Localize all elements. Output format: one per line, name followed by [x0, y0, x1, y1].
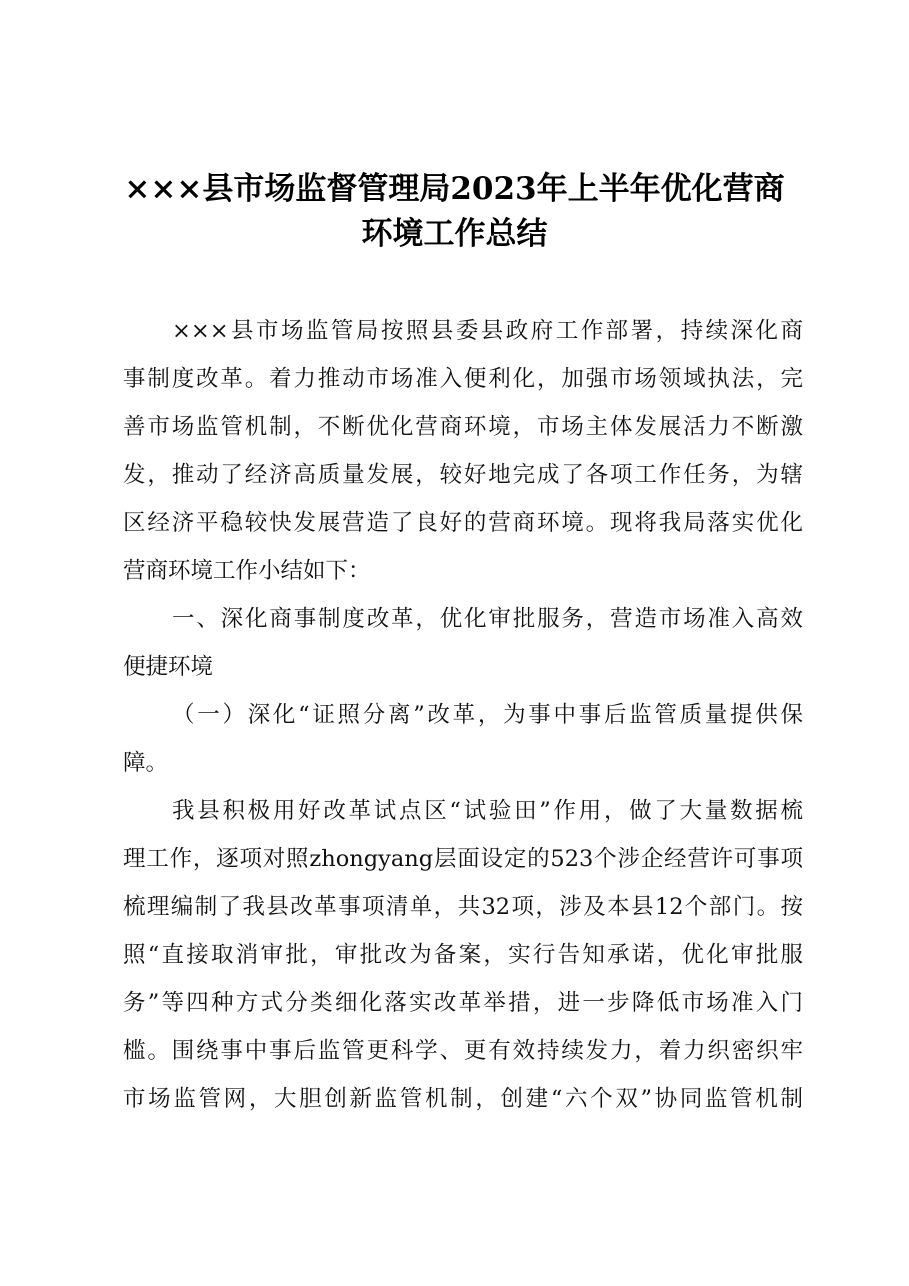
section-heading-line: 便捷环境: [123, 654, 214, 680]
paragraph-line: 营商环境工作小结如下：: [123, 558, 371, 584]
section-heading-line: 一、深化商事制度改革，优化审批服务，营造市场准入高效: [172, 606, 803, 632]
paragraph-line: 照“直接取消审批，审批改为备案，实行告知承诺，优化审批服: [123, 942, 803, 968]
paragraph-line: 区经济平稳较快发展营造了良好的营商环境。现将我局落实优化: [123, 510, 803, 536]
subsection-heading-line: （一）深化“证照分离”改革，为事中事后监管质量提供保: [172, 702, 803, 728]
paragraph-line: 梳理编制了我县改革事项清单，共32项，涉及本县12个部门。按: [123, 894, 803, 920]
paragraph-line: 发，推动了经济高质量发展，较好地完成了各项工作任务，为辖: [123, 462, 803, 488]
subsection-heading-line: 障。: [123, 750, 169, 776]
document-title-line-1: ×××县市场监督管理局2023年上半年优化营商: [124, 171, 785, 207]
document-title-line-2: 环境工作总结: [361, 216, 548, 252]
paragraph-line: 善市场监管机制，不断优化营商环境，市场主体发展活力不断激: [123, 414, 803, 440]
paragraph-line: 槛。围绕事中事后监管更科学、更有效持续发力，着力织密织牢: [123, 1038, 803, 1064]
paragraph-line: 务”等四种方式分类细化落实改革举措，进一步降低市场准入门: [123, 990, 803, 1016]
paragraph-line: 理工作，逐项对照zhongyang层面设定的523个涉企经营许可事项: [123, 846, 803, 872]
paragraph-line: 事制度改革。着力推动市场准入便利化，加强市场领域执法，完: [123, 366, 803, 392]
paragraph-line: 我县积极用好改革试点区“试验田”作用，做了大量数据梳: [172, 798, 803, 824]
paragraph-line: ×××县市场监管局按照县委县政府工作部署，持续深化商: [172, 318, 803, 344]
paragraph-line: 市场监管网，大胆创新监管机制，创建“六个双”协同监管机制: [123, 1086, 803, 1112]
